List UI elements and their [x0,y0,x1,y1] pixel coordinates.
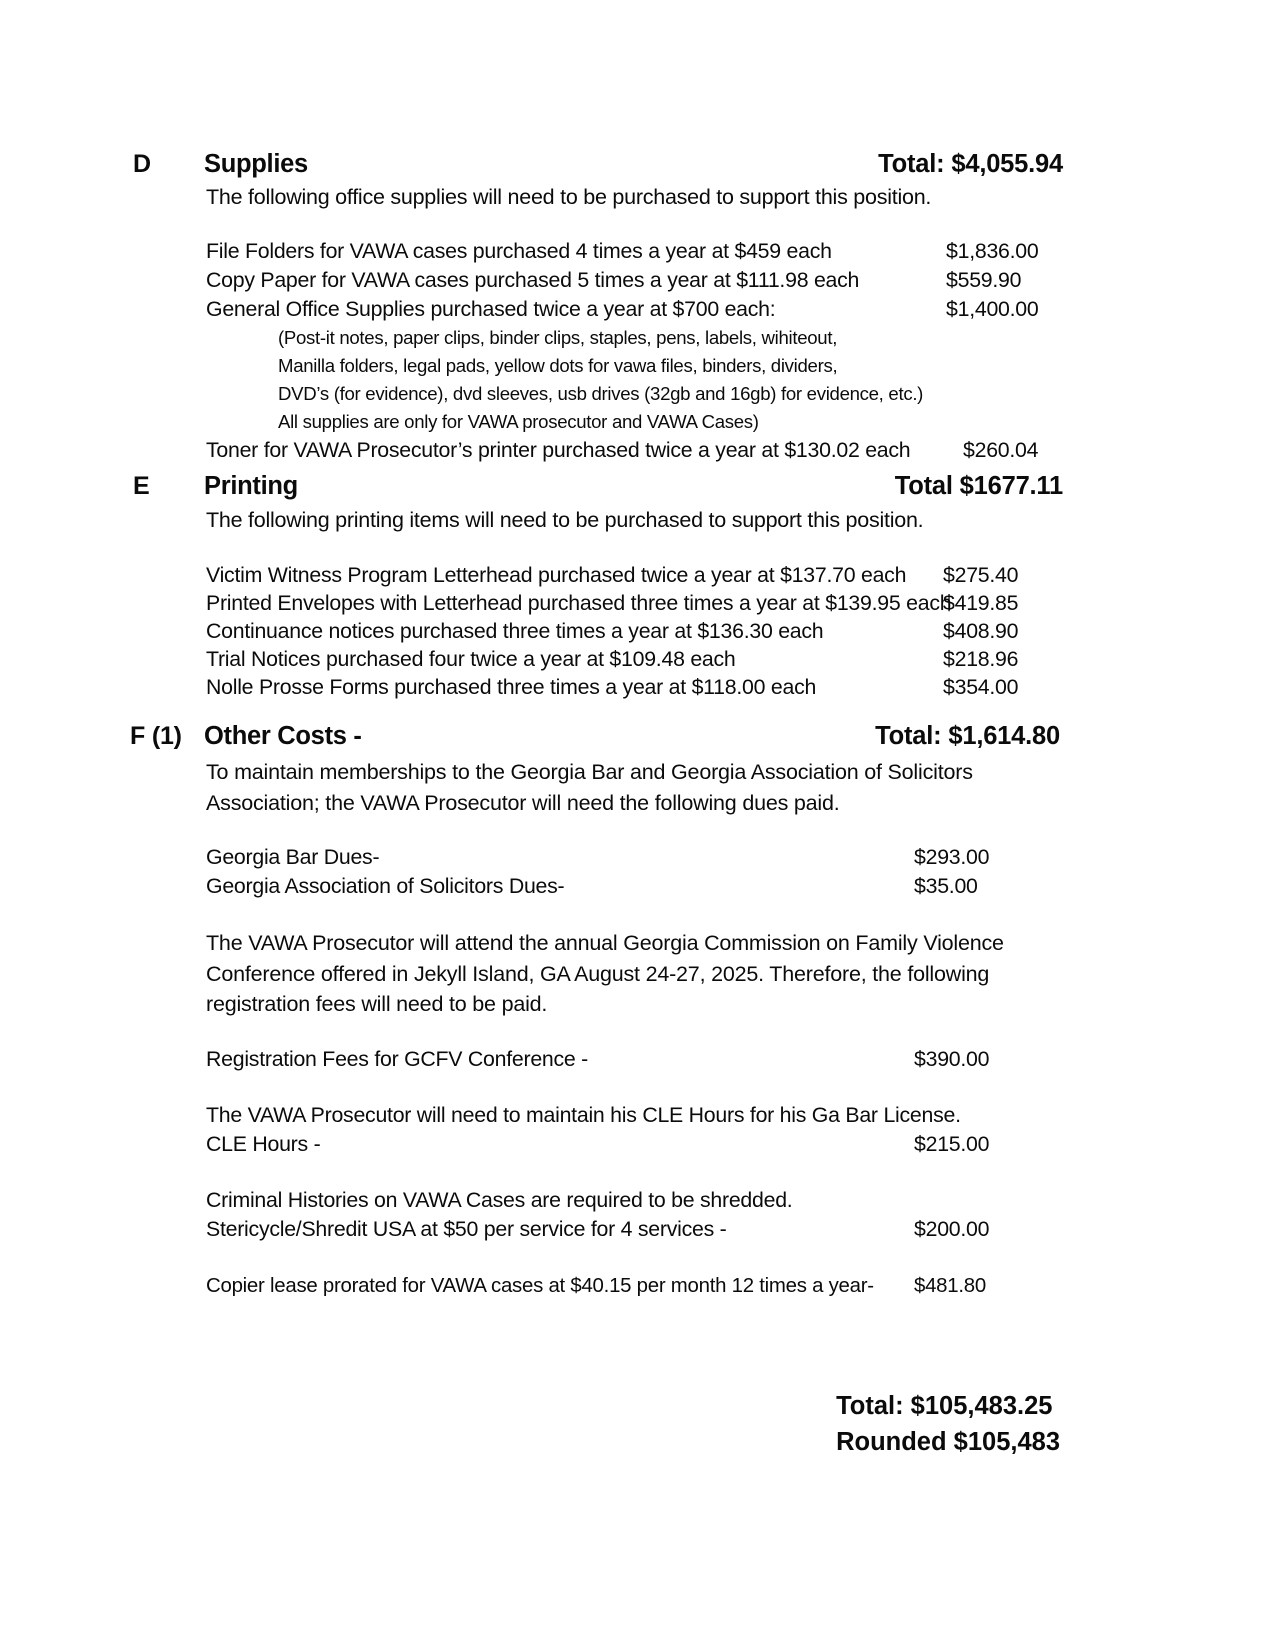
shred-note-row [206,1186,1086,1215]
item-amount: $419.85 [943,591,1019,615]
conference-paragraph-line: Conference offered in Jekyll Island, GA August 24-27, 2025. Therefore, the following [206,961,990,986]
item-description: Continuance notices purchased three times a year at $136.30 each [206,619,824,643]
section-letter-d: D [133,150,151,178]
other-costs-intro-line: Association; the VAWA Prosecutor will need the following dues paid. [206,790,840,815]
item-description: Toner for VAWA Prosecutor’s printer purchased twice a year at $130.02 each [206,438,911,462]
item-description: Copy Paper for VAWA cases purchased 5 times a year at $111.98 each [206,268,860,292]
cle-note-row [206,1101,1086,1130]
item-amount: $559.90 [946,268,1022,292]
section-letter-f: F (1) [130,722,182,750]
item-description: Nolle Prosse Forms purchased three times a year at $118.00 each [206,675,817,699]
item-description: Copier lease prorated for VAWA cases at $40.15 per month 12 times a year- [206,1275,874,1297]
item-amount: $354.00 [943,675,1019,699]
grand-total-block [836,1388,1060,1460]
item-description: CLE Hours - [206,1132,321,1156]
cle-block [206,1101,1086,1159]
table-row [206,1272,1086,1301]
section-letter-e: E [133,472,150,500]
copier-lease-block [206,1272,1086,1301]
table-row [206,617,1086,645]
item-amount: $390.00 [914,1047,990,1071]
section-total-printing: Total $1677.11 [894,472,1063,500]
table-row [206,872,1086,901]
other-costs-intro [206,757,1046,818]
item-amount: $293.00 [914,845,990,869]
item-amount: $481.80 [914,1275,986,1297]
table-row [206,673,1086,701]
section-total-supplies: Total: $4,055.94 [878,150,1063,178]
shredding-block [206,1186,1086,1244]
shred-note: Criminal Histories on VAWA Cases are required to be shredded. [206,1188,793,1212]
supplies-detail-line: All supplies are only for VAWA prosecutor and VAWA Cases) [278,411,759,432]
conference-paragraph [206,928,1056,1020]
section-title-printing: Printing [204,472,298,500]
grand-total-rounded: Rounded $105,483 [836,1428,1060,1456]
section-total-other-costs: Total: $1,614.80 [875,722,1060,750]
table-row [206,589,1086,617]
other-costs-intro-line: To maintain memberships to the Georgia Bar and Georgia Association of Solicitors [206,760,973,784]
item-amount: $215.00 [914,1132,990,1156]
registration-fee-row-wrap [206,1045,1086,1074]
item-amount: $200.00 [914,1217,990,1241]
item-amount: $1,836.00 [946,239,1039,263]
item-amount: $35.00 [914,874,978,898]
table-row [206,295,1086,324]
section-title-supplies: Supplies [204,150,308,178]
printing-intro: The following printing items will need to be purchased to support this position. [206,508,924,532]
grand-total-amount: Total: $105,483.25 [836,1392,1053,1420]
supplies-detail-line: (Post-it notes, paper clips, binder clips, staples, pens, labels, wihiteout, [278,327,838,348]
printing-item-list [206,561,1086,701]
table-row [206,237,1086,266]
table-row [206,1130,1086,1159]
table-row [206,1215,1086,1244]
item-description: Registration Fees for GCFV Conference - [206,1047,589,1071]
other-costs-heading-row [0,722,1275,762]
item-description: Georgia Association of Solicitors Dues- [206,874,565,898]
table-row [206,843,1086,872]
table-row [206,645,1086,673]
supplies-detail-line: DVD’s (for evidence), dvd sleeves, usb drives (32gb and 16gb) for evidence, etc.) [278,383,924,404]
cle-note: The VAWA Prosecutor will need to maintain his CLE Hours for his Ga Bar License. [206,1103,961,1127]
item-amount: $218.96 [943,647,1019,671]
table-row [206,436,1086,466]
table-row [206,266,1086,295]
section-title-other-costs: Other Costs - [204,722,362,750]
item-amount: $260.04 [963,438,1039,462]
conference-paragraph-line: The VAWA Prosecutor will attend the annual Georgia Commission on Family Violence [206,931,1004,955]
item-amount: $408.90 [943,619,1019,643]
table-row [206,561,1086,589]
supplies-intro: The following office supplies will need to be purchased to support this position. [206,185,932,209]
supplies-detail-line: Manilla folders, legal pads, yellow dots for vawa files, binders, dividers, [278,355,838,376]
item-description: Victim Witness Program Letterhead purchased twice a year at $137.70 each [206,563,907,587]
item-amount: $1,400.00 [946,297,1039,321]
item-amount: $275.40 [943,563,1019,587]
supplies-item-list [206,237,1086,466]
item-description: General Office Supplies purchased twice a year at $700 each: [206,297,776,321]
item-description: Stericycle/Shredit USA at $50 per service for 4 services - [206,1217,727,1241]
conference-paragraph-line: registration fees will need to be paid. [206,992,548,1016]
item-description: Trial Notices purchased four twice a year at $109.48 each [206,647,736,671]
item-description: Printed Envelopes with Letterhead purchased three times a year at $139.95 each [206,591,952,615]
dues-list [206,843,1086,901]
table-row [206,1045,1086,1074]
item-description: Georgia Bar Dues- [206,845,380,869]
item-description: File Folders for VAWA cases purchased 4 times a year at $459 each [206,239,832,263]
